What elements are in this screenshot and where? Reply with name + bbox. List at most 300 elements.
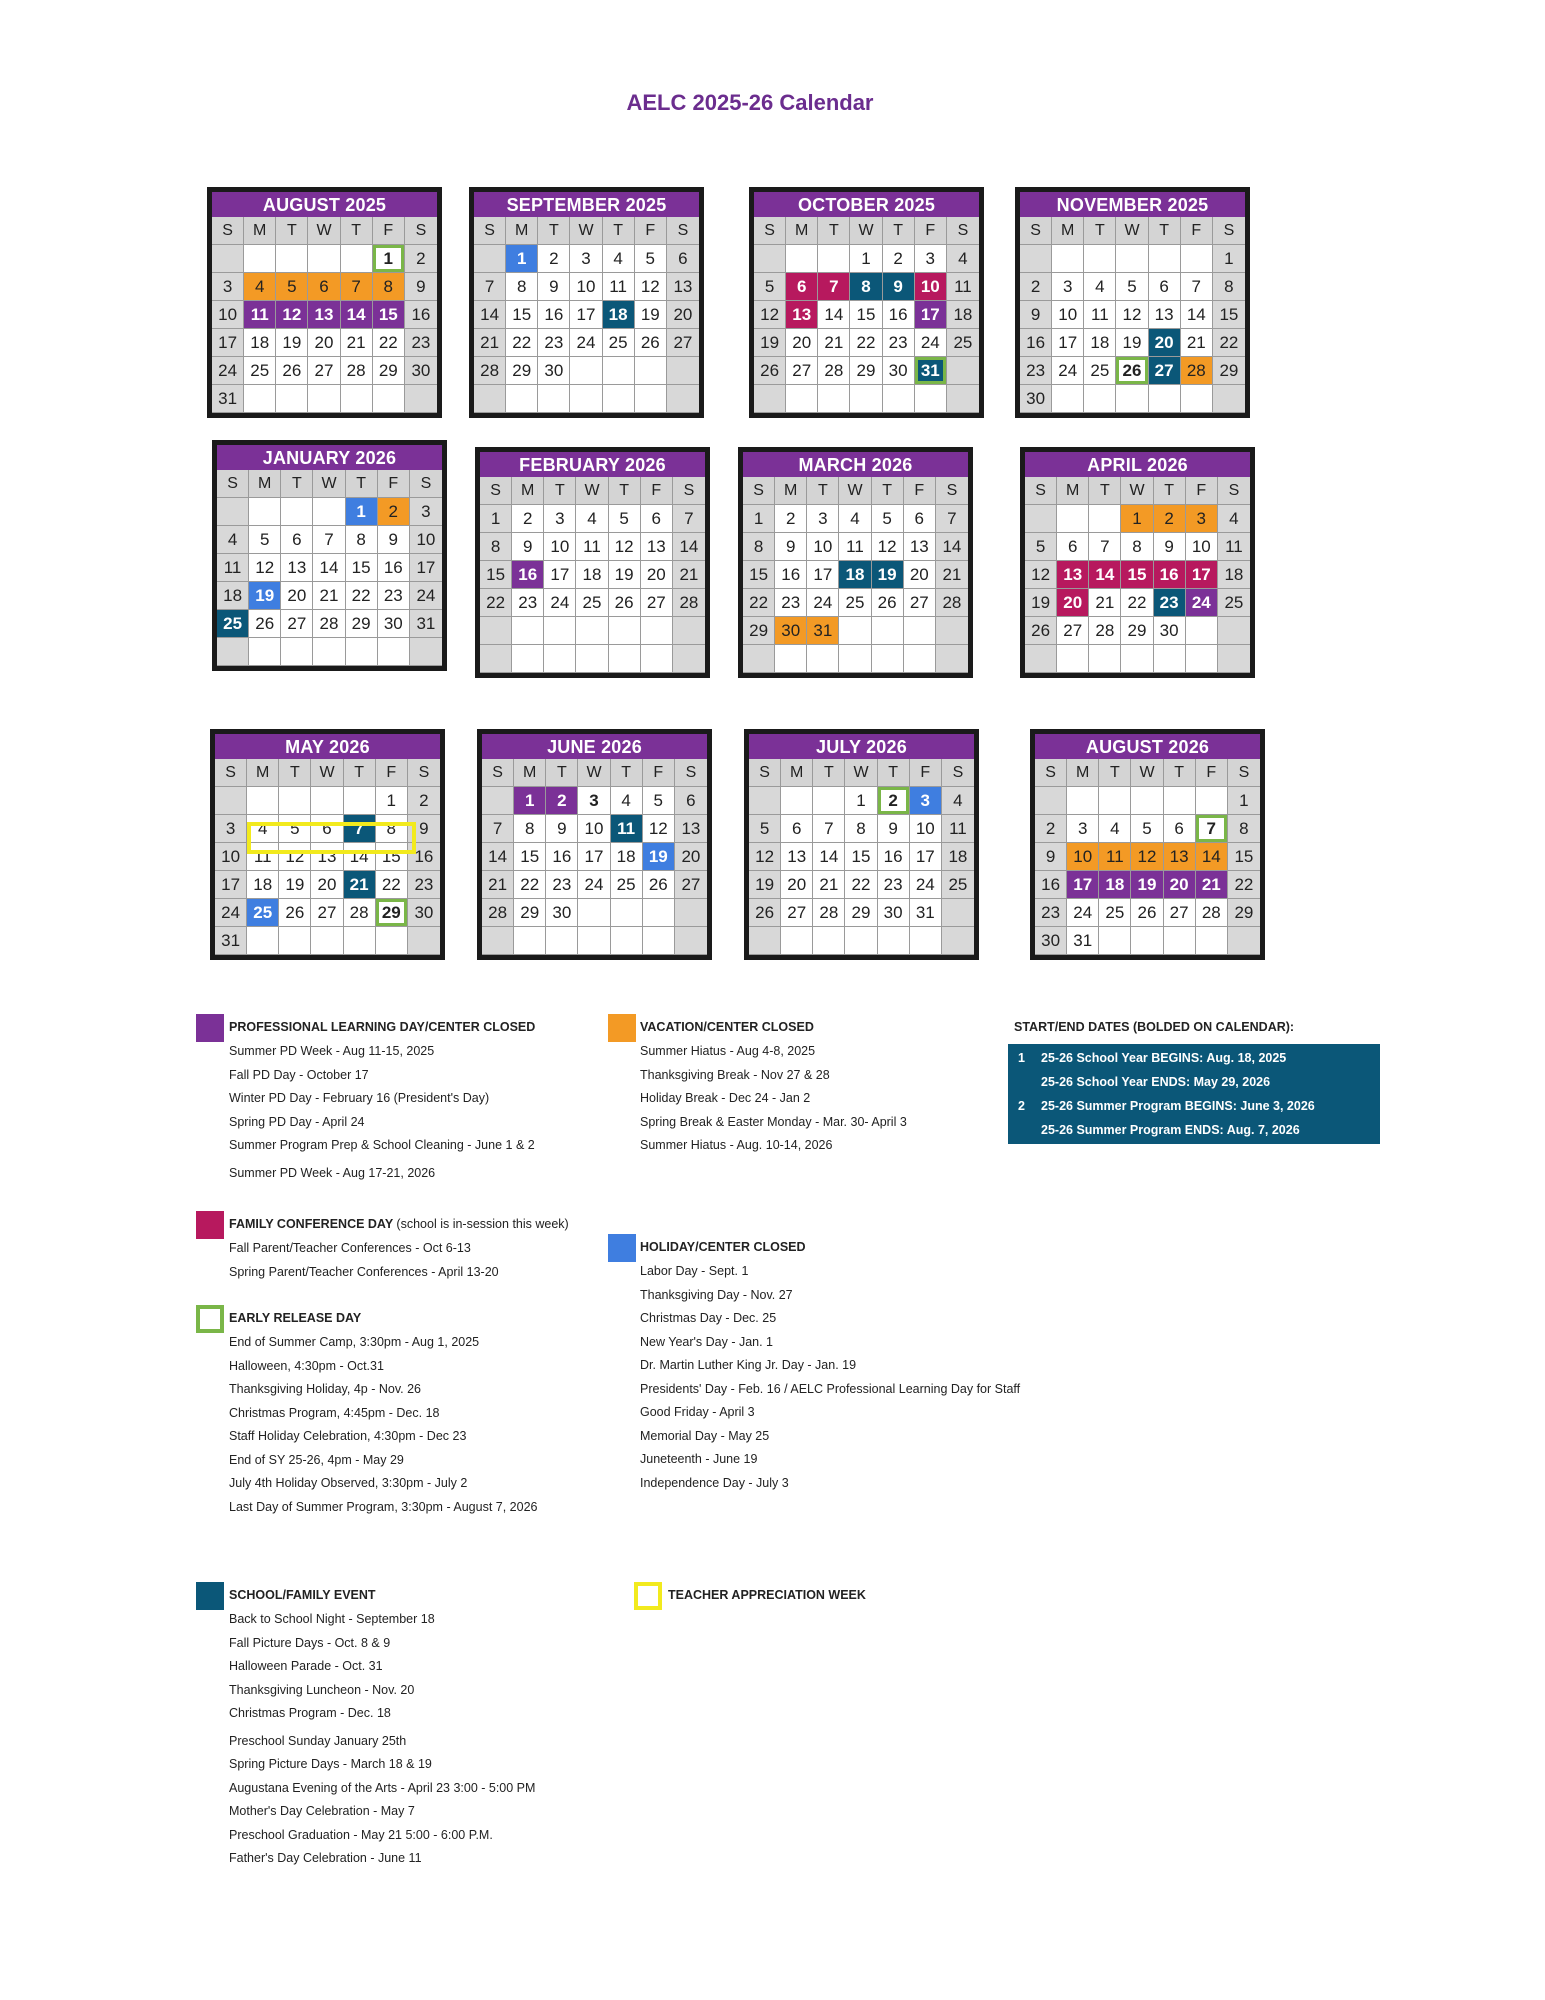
month-title: MAY 2026: [215, 734, 440, 759]
legend-item: Presidents' Day - Feb. 16 / AELC Professional Learning Day for Staff: [640, 1381, 1021, 1396]
calendar-day: 3: [570, 245, 602, 273]
calendar-day: 11: [247, 843, 279, 871]
calendar-day: 5: [1131, 815, 1163, 843]
calendar-day: 10: [910, 815, 942, 843]
legend-item: Summer PD Week - Aug 17-21, 2026: [229, 1165, 436, 1180]
calendar-day: 11: [603, 273, 635, 301]
calendar-day: 12: [609, 533, 641, 561]
empty-day: [313, 498, 345, 526]
calendar-day: 26: [609, 589, 641, 617]
weekday-header: T: [1164, 759, 1196, 787]
legend-fc-title: [229, 1217, 609, 1231]
calendar-day: 6: [904, 505, 936, 533]
calendar-day: 29: [743, 617, 775, 645]
calendar-day: 13: [1164, 843, 1196, 871]
calendar-day: 4: [942, 787, 974, 815]
calendar-day: 9: [1035, 843, 1067, 871]
calendar-day: 13: [308, 301, 340, 329]
empty-day: [609, 617, 641, 645]
legend-start-title: START/END DATES (BOLDED ON CALENDAR):: [1014, 1020, 1295, 1034]
weekday-header: T: [544, 477, 576, 505]
legend-item: Halloween Parade - Oct. 31: [229, 1659, 383, 1673]
month-calendar: [207, 187, 442, 418]
start-row: [1008, 1118, 1380, 1142]
empty-day: [1131, 927, 1163, 955]
empty-day: [1218, 645, 1250, 673]
month-calendar: [1020, 447, 1255, 678]
legend-item: Fall Picture Days - Oct. 8 & 9: [229, 1635, 391, 1650]
calendar-day: 6: [1164, 815, 1196, 843]
calendar-day: 23: [538, 329, 570, 357]
calendar-day: 20: [904, 561, 936, 589]
calendar-day: 10: [410, 526, 442, 554]
calendar-day: 23: [512, 589, 544, 617]
calendar-day: 29: [373, 357, 405, 385]
calendar-day: 6: [781, 815, 813, 843]
calendar-day: 24: [1067, 899, 1099, 927]
start-row: [1008, 1046, 1380, 1070]
legend-item: Thanksgiving Holiday, 4p - Nov. 26: [229, 1382, 421, 1396]
calendar-day: 1: [480, 505, 512, 533]
legend-item: July 4th Holiday Observed, 3:30pm - July 2: [229, 1476, 468, 1490]
empty-day: [313, 638, 345, 666]
calendar-day: 4: [247, 815, 279, 843]
empty-day: [1067, 787, 1099, 815]
start-row-text: 25-26 Summer Program ENDS: Aug. 7, 2026: [1041, 1123, 1300, 1137]
calendar-day: 2: [775, 505, 807, 533]
calendar-day: 11: [217, 554, 249, 582]
weekday-header: S: [675, 759, 707, 787]
calendar-day: 12: [1025, 561, 1057, 589]
calendar-day: 27: [308, 357, 340, 385]
weekday-header: T: [603, 217, 635, 245]
empty-day: [910, 927, 942, 955]
empty-day: [281, 498, 313, 526]
calendar-day: 31: [807, 617, 839, 645]
fc-swatch: [196, 1211, 224, 1239]
er-swatch: [196, 1305, 224, 1333]
calendar-day: 11: [1084, 301, 1116, 329]
calendar-day: 14: [474, 301, 506, 329]
legend-hol-title: HOLIDAY/CENTER CLOSED: [640, 1240, 806, 1254]
calendar-day: 19: [749, 871, 781, 899]
calendar-day: 3: [578, 787, 610, 815]
weekday-header: S: [482, 759, 514, 787]
calendar-day: 16: [1154, 561, 1186, 589]
calendar-day: 15: [346, 554, 378, 582]
empty-day: [643, 899, 675, 927]
empty-day: [1057, 645, 1089, 673]
month-grid: [480, 477, 705, 673]
calendar-day: 7: [1196, 815, 1228, 843]
calendar-day: 8: [480, 533, 512, 561]
calendar-day: 14: [313, 554, 345, 582]
calendar-day: 15: [743, 561, 775, 589]
calendar-day: 10: [1052, 301, 1084, 329]
calendar-day: 18: [942, 843, 974, 871]
calendar-day: 20: [1057, 589, 1089, 617]
start-row-text: 25-26 School Year ENDS: May 29, 2026: [1041, 1075, 1271, 1089]
weekday-header: M: [1067, 759, 1099, 787]
calendar-day: 16: [1035, 871, 1067, 899]
calendar-day: 2: [883, 245, 915, 273]
calendar-day: 9: [408, 815, 440, 843]
month-title: AUGUST 2026: [1035, 734, 1260, 759]
weekday-header: T: [872, 477, 904, 505]
empty-day: [675, 927, 707, 955]
calendar-day: 6: [641, 505, 673, 533]
calendar-day: 28: [936, 589, 968, 617]
legend-item: End of SY 25-26, 4pm - May 29: [229, 1452, 404, 1467]
empty-day: [603, 385, 635, 413]
calendar-day: 15: [480, 561, 512, 589]
calendar-day: 11: [839, 533, 871, 561]
calendar-day: 18: [611, 843, 643, 871]
empty-day: [839, 645, 871, 673]
calendar-day: 12: [643, 815, 675, 843]
empty-day: [378, 638, 410, 666]
empty-day: [1084, 385, 1116, 413]
calendar-day: 16: [546, 843, 578, 871]
weekday-header: F: [910, 759, 942, 787]
calendar-day: 14: [673, 533, 705, 561]
empty-day: [376, 927, 408, 955]
calendar-day: 13: [281, 554, 313, 582]
calendar-day: 28: [1089, 617, 1121, 645]
weekday-header: T: [341, 217, 373, 245]
calendar-day: 24: [212, 357, 244, 385]
legend-item: Summer Program Prep & School Cleaning - June 1 & 2: [229, 1138, 535, 1152]
empty-day: [1121, 645, 1153, 673]
weekday-header: W: [845, 759, 877, 787]
calendar-day: 25: [839, 589, 871, 617]
calendar-day: 14: [1089, 561, 1121, 589]
calendar-day: 23: [378, 582, 410, 610]
legend-item: Good Friday - April 3: [640, 1405, 755, 1419]
weekday-header: M: [244, 217, 276, 245]
calendar-day: 30: [538, 357, 570, 385]
empty-day: [1186, 617, 1218, 645]
calendar-day: 2: [546, 787, 578, 815]
weekday-header: T: [1099, 759, 1131, 787]
calendar-day: 12: [1116, 301, 1148, 329]
calendar-day: 28: [813, 899, 845, 927]
weekday-header: T: [281, 470, 313, 498]
calendar-day: 21: [474, 329, 506, 357]
legend-er-title: EARLY RELEASE DAY: [229, 1311, 362, 1325]
weekday-header: M: [514, 759, 546, 787]
weekday-header: F: [915, 217, 947, 245]
calendar-day: 2: [878, 787, 910, 815]
calendar-day: 4: [839, 505, 871, 533]
empty-day: [813, 787, 845, 815]
empty-day: [279, 927, 311, 955]
legend-item: Dr. Martin Luther King Jr. Day - Jan. 19: [640, 1358, 857, 1372]
empty-day: [845, 927, 877, 955]
empty-day: [512, 617, 544, 645]
empty-day: [281, 638, 313, 666]
weekday-header: S: [936, 477, 968, 505]
calendar-day: 24: [807, 589, 839, 617]
calendar-day: 14: [1196, 843, 1228, 871]
calendar-day: 23: [878, 871, 910, 899]
calendar-day: 27: [786, 357, 818, 385]
calendar-day: 25: [217, 610, 249, 638]
empty-day: [947, 385, 979, 413]
calendar-day: 27: [281, 610, 313, 638]
calendar-day: 16: [408, 843, 440, 871]
calendar-day: 21: [313, 582, 345, 610]
page-title: AELC 2025-26 Calendar: [626, 90, 874, 115]
month-calendar: [475, 447, 710, 678]
empty-day: [215, 787, 247, 815]
empty-day: [570, 357, 602, 385]
calendar-day: 8: [845, 815, 877, 843]
calendar-day: 24: [1186, 589, 1218, 617]
legend-fc: [229, 1217, 609, 1284]
calendar-day: 2: [1154, 505, 1186, 533]
calendar-day: 2: [1020, 273, 1052, 301]
weekday-header: S: [749, 759, 781, 787]
calendar-day: 25: [1084, 357, 1116, 385]
weekday-header: M: [512, 477, 544, 505]
calendar-day: 24: [410, 582, 442, 610]
calendar-day: 8: [346, 526, 378, 554]
calendar-day: 10: [544, 533, 576, 561]
calendar-day: 11: [947, 273, 979, 301]
legend-pd: [229, 1020, 609, 1185]
calendar-day: 17: [570, 301, 602, 329]
month-grid: [1025, 477, 1250, 673]
month-title: JULY 2026: [749, 734, 974, 759]
start-row-text: 25-26 Summer Program BEGINS: June 3, 2026: [1041, 1099, 1315, 1113]
calendar-day: 1: [743, 505, 775, 533]
legend-er-list: [229, 1331, 609, 1519]
calendar-day: 5: [276, 273, 308, 301]
calendar-day: 15: [1121, 561, 1153, 589]
empty-day: [405, 385, 437, 413]
weekday-header: W: [311, 759, 343, 787]
calendar-day: 20: [311, 871, 343, 899]
calendar-day: 5: [1116, 273, 1148, 301]
calendar-day: 24: [578, 871, 610, 899]
legend-item: Summer Hiatus - Aug 4-8, 2025: [640, 1044, 816, 1058]
calendar-day: 15: [514, 843, 546, 871]
calendar-day: 14: [341, 301, 373, 329]
calendar-day: 5: [643, 787, 675, 815]
weekday-header: F: [904, 477, 936, 505]
calendar-day: 18: [217, 582, 249, 610]
calendar-day: 12: [276, 301, 308, 329]
legend-item: Thanksgiving Day - Nov. 27: [640, 1287, 793, 1302]
calendar-day: 6: [1149, 273, 1181, 301]
month-title: AUGUST 2025: [212, 192, 437, 217]
calendar-day: 15: [376, 843, 408, 871]
calendar-day: 9: [1020, 301, 1052, 329]
empty-day: [217, 498, 249, 526]
weekday-header: W: [576, 477, 608, 505]
legend-vac: [640, 1020, 1020, 1158]
calendar-day: 5: [249, 526, 281, 554]
empty-day: [1154, 645, 1186, 673]
month-grid: [217, 470, 442, 666]
calendar-day: 17: [215, 871, 247, 899]
calendar-day: 15: [1213, 301, 1245, 329]
empty-day: [276, 385, 308, 413]
calendar-day: 28: [1196, 899, 1228, 927]
month-grid: [215, 759, 440, 955]
calendar-day: 4: [611, 787, 643, 815]
empty-day: [818, 245, 850, 273]
calendar-day: 24: [215, 899, 247, 927]
calendar-day: 8: [506, 273, 538, 301]
calendar-day: 1: [1213, 245, 1245, 273]
empty-day: [786, 245, 818, 273]
weekday-header: S: [212, 217, 244, 245]
empty-day: [279, 787, 311, 815]
calendar-day: 14: [1181, 301, 1213, 329]
empty-day: [341, 385, 373, 413]
empty-day: [308, 245, 340, 273]
calendar-day: 30: [775, 617, 807, 645]
empty-day: [311, 787, 343, 815]
calendar-day: 12: [749, 843, 781, 871]
empty-day: [775, 645, 807, 673]
weekday-header: T: [878, 759, 910, 787]
legend-item: Summer PD Week - Aug 11-15, 2025: [229, 1044, 435, 1058]
calendar-day: 19: [754, 329, 786, 357]
calendar-day: 20: [667, 301, 699, 329]
month-grid: [482, 759, 707, 955]
empty-day: [611, 899, 643, 927]
hol-swatch: [608, 1234, 636, 1262]
calendar-day: 26: [279, 899, 311, 927]
weekday-header: W: [1121, 477, 1153, 505]
calendar-day: 30: [408, 899, 440, 927]
empty-day: [474, 385, 506, 413]
calendar-day: 5: [279, 815, 311, 843]
calendar-day: 9: [405, 273, 437, 301]
calendar-day: 14: [936, 533, 968, 561]
calendar-day: 27: [1164, 899, 1196, 927]
empty-day: [643, 927, 675, 955]
calendar-day: 27: [675, 871, 707, 899]
calendar-day: 9: [538, 273, 570, 301]
calendar-day: 2: [538, 245, 570, 273]
calendar-day: 14: [818, 301, 850, 329]
calendar-day: 31: [915, 357, 947, 385]
calendar-day: 30: [1020, 385, 1052, 413]
empty-day: [546, 927, 578, 955]
weekday-header: F: [635, 217, 667, 245]
calendar-day: 20: [281, 582, 313, 610]
calendar-day: 29: [845, 899, 877, 927]
empty-day: [872, 645, 904, 673]
calendar-day: 26: [1131, 899, 1163, 927]
calendar-day: 10: [1186, 533, 1218, 561]
calendar-day: 30: [378, 610, 410, 638]
calendar-day: 27: [667, 329, 699, 357]
weekday-header: S: [474, 217, 506, 245]
legend-item: Spring Picture Days - March 18 & 19: [229, 1757, 432, 1771]
calendar-day: 20: [786, 329, 818, 357]
weekday-header: F: [643, 759, 675, 787]
calendar-day: 21: [1181, 329, 1213, 357]
calendar-day: 17: [578, 843, 610, 871]
calendar-day: 17: [1186, 561, 1218, 589]
empty-day: [781, 787, 813, 815]
weekday-header: S: [1213, 217, 1245, 245]
empty-day: [506, 385, 538, 413]
calendar-day: 4: [1218, 505, 1250, 533]
calendar-day: 3: [410, 498, 442, 526]
weekday-header: S: [673, 477, 705, 505]
calendar-day: 28: [474, 357, 506, 385]
weekday-header: W: [1131, 759, 1163, 787]
calendar-day: 3: [1052, 273, 1084, 301]
weekday-header: S: [1020, 217, 1052, 245]
weekday-header: M: [786, 217, 818, 245]
calendar-day: 25: [611, 871, 643, 899]
calendar-day: 3: [1067, 815, 1099, 843]
calendar-day: 31: [410, 610, 442, 638]
calendar-day: 7: [474, 273, 506, 301]
legend-item: Christmas Day - Dec. 25: [640, 1311, 777, 1325]
calendar-day: 3: [807, 505, 839, 533]
empty-day: [474, 245, 506, 273]
calendar-day: 10: [807, 533, 839, 561]
calendar-day: 24: [910, 871, 942, 899]
calendar-day: 23: [1020, 357, 1052, 385]
weekday-header: S: [754, 217, 786, 245]
calendar-day: 22: [506, 329, 538, 357]
calendar-day: 18: [1099, 871, 1131, 899]
calendar-day: 27: [311, 899, 343, 927]
empty-day: [410, 638, 442, 666]
empty-day: [635, 385, 667, 413]
calendar-day: 1: [850, 245, 882, 273]
calendar-day: 25: [1218, 589, 1250, 617]
calendar-day: 25: [244, 357, 276, 385]
calendar-day: 1: [346, 498, 378, 526]
month-calendar: [477, 729, 712, 960]
empty-day: [611, 927, 643, 955]
legend-ev-list: [229, 1608, 609, 1871]
calendar-day: 29: [1121, 617, 1153, 645]
calendar-day: 7: [813, 815, 845, 843]
empty-day: [341, 245, 373, 273]
calendar-day: 28: [818, 357, 850, 385]
calendar-day: 17: [410, 554, 442, 582]
legend-hol: [640, 1240, 1060, 1495]
weekday-header: T: [1154, 477, 1186, 505]
calendar-day: 30: [1035, 927, 1067, 955]
teacher-appreciation-highlight: [247, 822, 416, 854]
empty-day: [570, 385, 602, 413]
empty-day: [1025, 505, 1057, 533]
empty-day: [247, 927, 279, 955]
empty-day: [408, 927, 440, 955]
legend-fc-note: (school is in-session this week): [396, 1217, 569, 1231]
calendar-day: 18: [603, 301, 635, 329]
weekday-header: M: [1052, 217, 1084, 245]
calendar-day: 4: [217, 526, 249, 554]
calendar-day: 25: [576, 589, 608, 617]
calendar-day: 8: [373, 273, 405, 301]
start-row: [1008, 1094, 1380, 1118]
empty-day: [635, 357, 667, 385]
legend-item: Winter PD Day - February 16 (President's Day): [229, 1091, 490, 1105]
